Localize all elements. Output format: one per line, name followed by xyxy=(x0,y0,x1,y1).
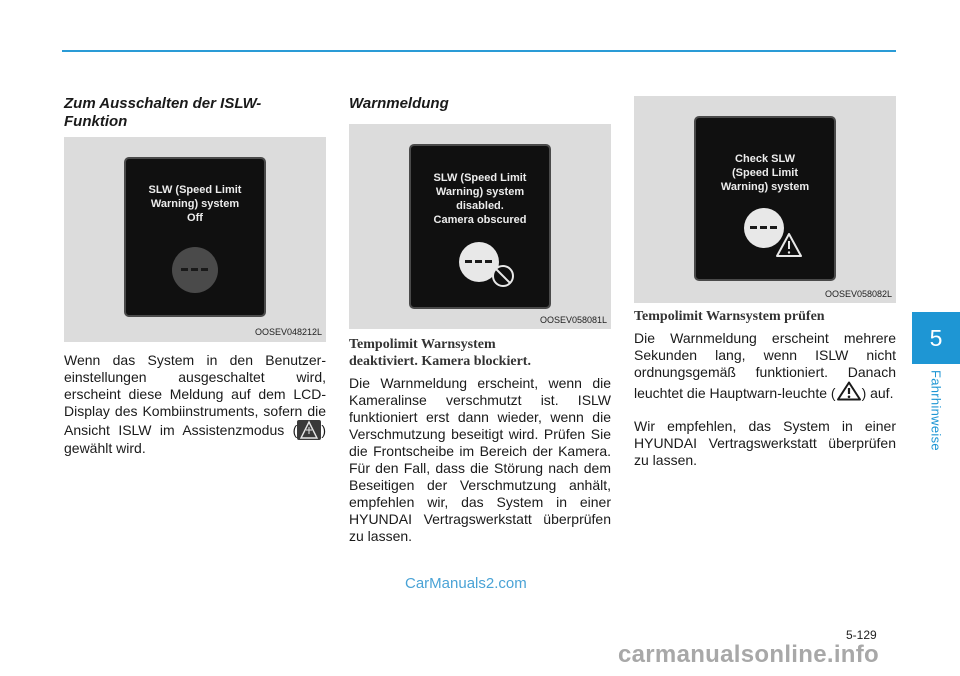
header-rule xyxy=(62,50,896,52)
speed-limit-disabled-icon xyxy=(459,242,499,282)
body-text-camera-blocked: Die Warnmeldung erscheint, wenn die Kameralinse verschmutzt ist. ISLW funktioniert erst dann wieder, wenn die Verschmutzung beseitigt wird. Prüfen Sie die Frontscheibe im Bereich der Kamera. Für den Fall, dass die Störung nach dem Beseitigen der Verschmutzung anhält, empfehlen wir, das System in einer HYUNDAI Vertragswerkstatt überprüfen zu lassen. xyxy=(349,375,611,544)
assist-mode-icon xyxy=(297,420,321,440)
display-line: Warning) system xyxy=(150,198,240,210)
figure-code: OOSEV048212L xyxy=(254,327,322,337)
cluster-display xyxy=(694,116,836,281)
subtitle-line: Tempolimit Warnsystem xyxy=(349,337,496,352)
page-number: 5-129 xyxy=(846,628,877,642)
display-line: Off xyxy=(187,212,203,224)
chapter-tab[interactable]: 5 xyxy=(912,312,960,364)
display-line: Camera obscured xyxy=(433,214,527,226)
speed-limit-check-icon xyxy=(744,208,784,248)
display-line: Warning) system xyxy=(720,181,810,193)
body-segment: Wenn das System in den Benutzer-einstellungen ausgeschaltet wird, erscheint diese Meldung auf dem LCD-Display des Kombiinstruments, sofern die Ansicht ISLW im Assistenzmodus ( xyxy=(64,352,326,438)
display-text xyxy=(126,183,264,225)
watermark[interactable]: CarManuals2.com xyxy=(405,575,527,592)
display-line: Check SLW xyxy=(735,153,795,165)
figure-camera-obscured xyxy=(349,124,611,329)
display-text xyxy=(696,152,834,194)
cluster-display xyxy=(409,144,551,309)
speed-limit-off-icon xyxy=(172,247,218,293)
body-text-check-slw xyxy=(634,330,896,405)
body-text-recommendation: Wir empfehlen, das System in einer HYUNDAI Vertragswerkstatt überprüfen zu lassen. xyxy=(634,418,896,468)
cluster-display xyxy=(124,157,266,317)
heading-line-1: Zum Ausschalten der ISLW- xyxy=(64,95,262,112)
subtitle-line: deaktiviert. Kamera blockiert. xyxy=(349,354,531,369)
figure-code: OOSEV058082L xyxy=(824,289,892,299)
body-text-islw-off xyxy=(64,352,326,457)
body-segment: Die Warnmeldung erscheint mehrere Sekunden lang, wenn ISLW nicht ordnungsgemäß funktioniert. Danach leuchtet die Hauptwarn-leuchte ( xyxy=(634,330,896,401)
body-segment: ) auf. xyxy=(861,385,894,401)
subtitle-camera-blocked xyxy=(349,336,611,370)
display-line: (Speed Limit xyxy=(731,167,798,179)
subtitle-check-slw: Tempolimit Warnsystem prüfen xyxy=(634,309,825,324)
section-heading-warning: Warnmeldung xyxy=(349,95,449,112)
figure-check-slw xyxy=(634,96,896,303)
display-line: SLW (Speed Limit xyxy=(433,172,527,184)
display-text xyxy=(411,171,549,227)
display-line: disabled. xyxy=(456,200,504,212)
display-line: SLW (Speed Limit xyxy=(148,184,242,196)
figure-code: OOSEV058081L xyxy=(539,315,607,325)
figure-islw-off xyxy=(64,137,326,342)
heading-line-2: Funktion xyxy=(64,113,128,130)
chapter-label: Fahrhinweise xyxy=(928,370,944,451)
section-heading-islw-off xyxy=(64,95,326,131)
master-warning-icon xyxy=(836,381,862,405)
footer-watermark[interactable]: carmanualsonline.info xyxy=(618,641,880,668)
body-segment: ) gewählt wird. xyxy=(64,422,326,456)
display-line: Warning) system xyxy=(435,186,525,198)
